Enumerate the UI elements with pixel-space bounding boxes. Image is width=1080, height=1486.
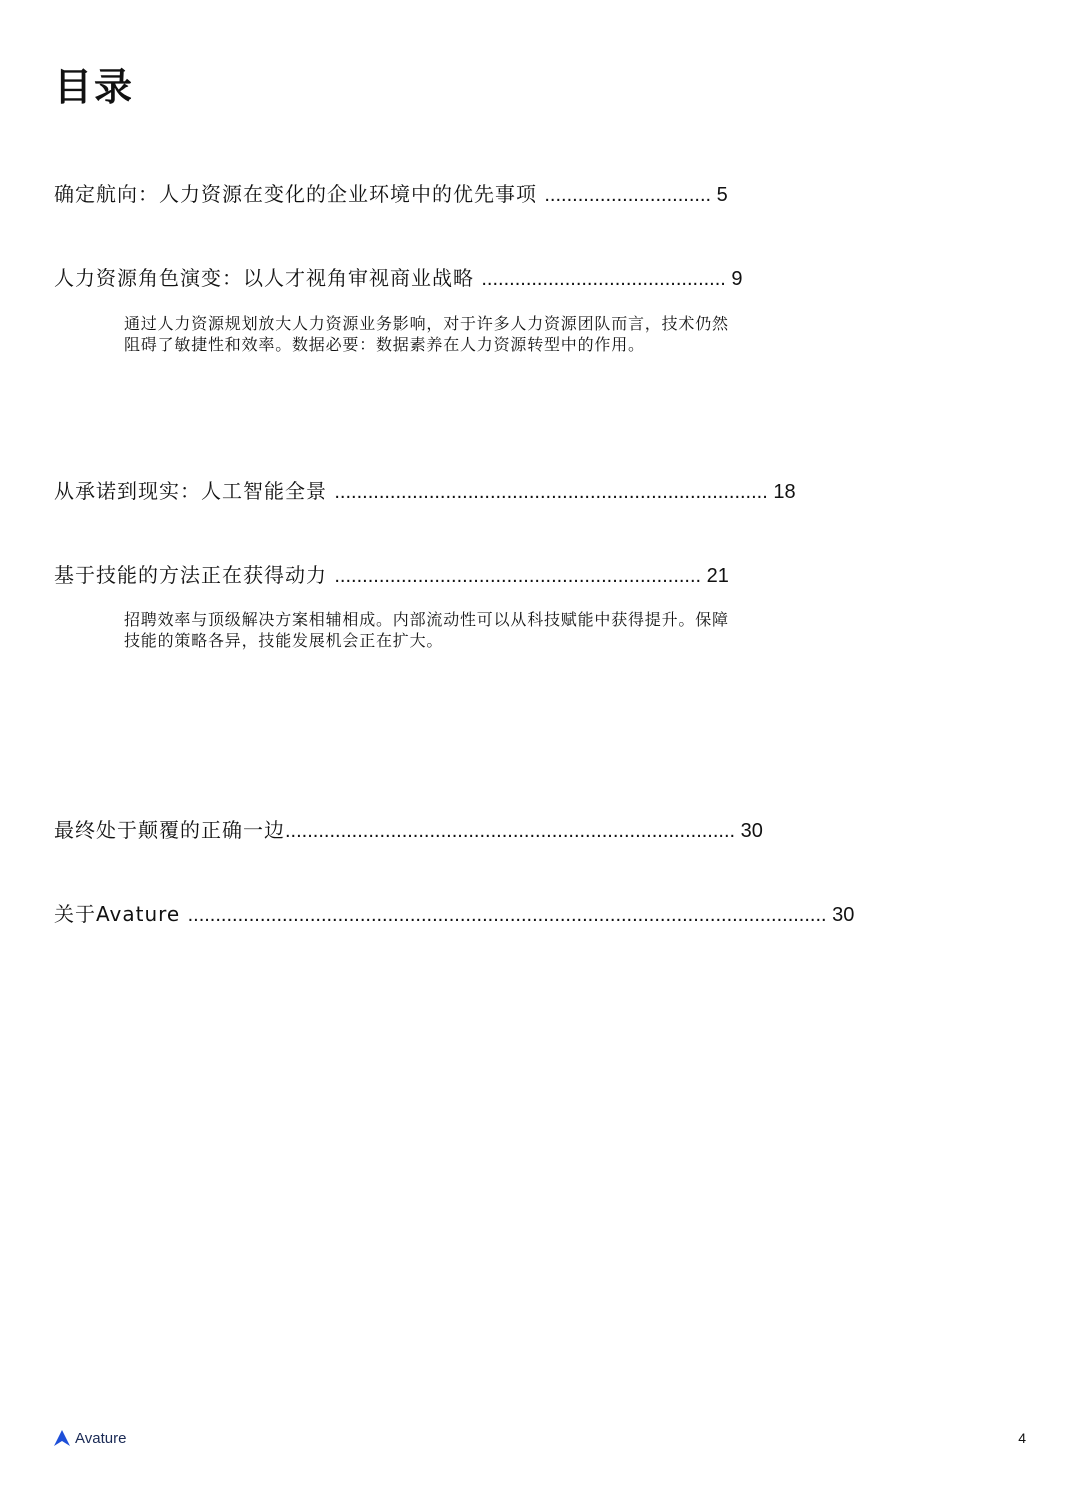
toc-leader-dots: ................................................................................. bbox=[285, 820, 736, 842]
avature-logo-icon bbox=[54, 1430, 70, 1446]
toc-leader-dots: ............................................ bbox=[481, 268, 726, 290]
toc-page-number: 21 bbox=[701, 565, 729, 587]
toc-entry[interactable] bbox=[54, 901, 854, 928]
toc-entry-title: 确定航向：人力资源在变化的企业环境中的优先事项 bbox=[54, 182, 545, 206]
toc-page-number: 18 bbox=[767, 481, 796, 503]
toc-entry-title: 关于Avature bbox=[54, 902, 188, 926]
footer-logo bbox=[54, 1428, 126, 1448]
toc-entry-description: 通过人力资源规划放大人力资源业务影响，对于许多人力资源团队而言，技术仍然阻碍了敏捷性和效率。数据必要：数据素养在人力资源转型中的作用。 bbox=[124, 314, 729, 354]
page-title: 目录 bbox=[54, 65, 135, 109]
toc-leader-dots: .................................................................. bbox=[334, 565, 702, 587]
toc-entry-title: 基于技能的方法正在获得动力 bbox=[54, 563, 335, 587]
toc-entry-title: 从承诺到现实：人工智能全景 bbox=[54, 479, 335, 503]
toc-entry-title: 人力资源角色演变：以人才视角审视商业战略 bbox=[54, 266, 482, 290]
toc-page-number: 9 bbox=[725, 268, 743, 290]
toc-entry[interactable] bbox=[54, 562, 729, 589]
toc-page-number: 30 bbox=[826, 904, 855, 926]
toc-leader-dots: .............................................................................. bbox=[334, 481, 768, 503]
toc-entry-description: 招聘效率与顶级解决方案相辅相成。内部流动性可以从科技赋能中获得提升。保障技能的策略各异，技能发展机会正在扩大。 bbox=[124, 610, 729, 650]
footer-brand: Avature bbox=[75, 1429, 127, 1447]
toc-leader-dots: .............................. bbox=[544, 184, 712, 206]
toc-entry[interactable] bbox=[54, 265, 743, 292]
footer-page-number: 4 bbox=[1018, 1430, 1026, 1446]
toc-entry[interactable] bbox=[54, 817, 763, 844]
toc-entry[interactable] bbox=[54, 478, 796, 505]
toc-page-number: 30 bbox=[735, 820, 763, 842]
toc-leader-dots: ................................................................................................................... bbox=[187, 904, 827, 926]
toc-entry-title: 最终处于颠覆的正确一边 bbox=[54, 818, 285, 842]
toc-page-number: 5 bbox=[711, 184, 728, 206]
toc-entry[interactable] bbox=[54, 181, 728, 208]
